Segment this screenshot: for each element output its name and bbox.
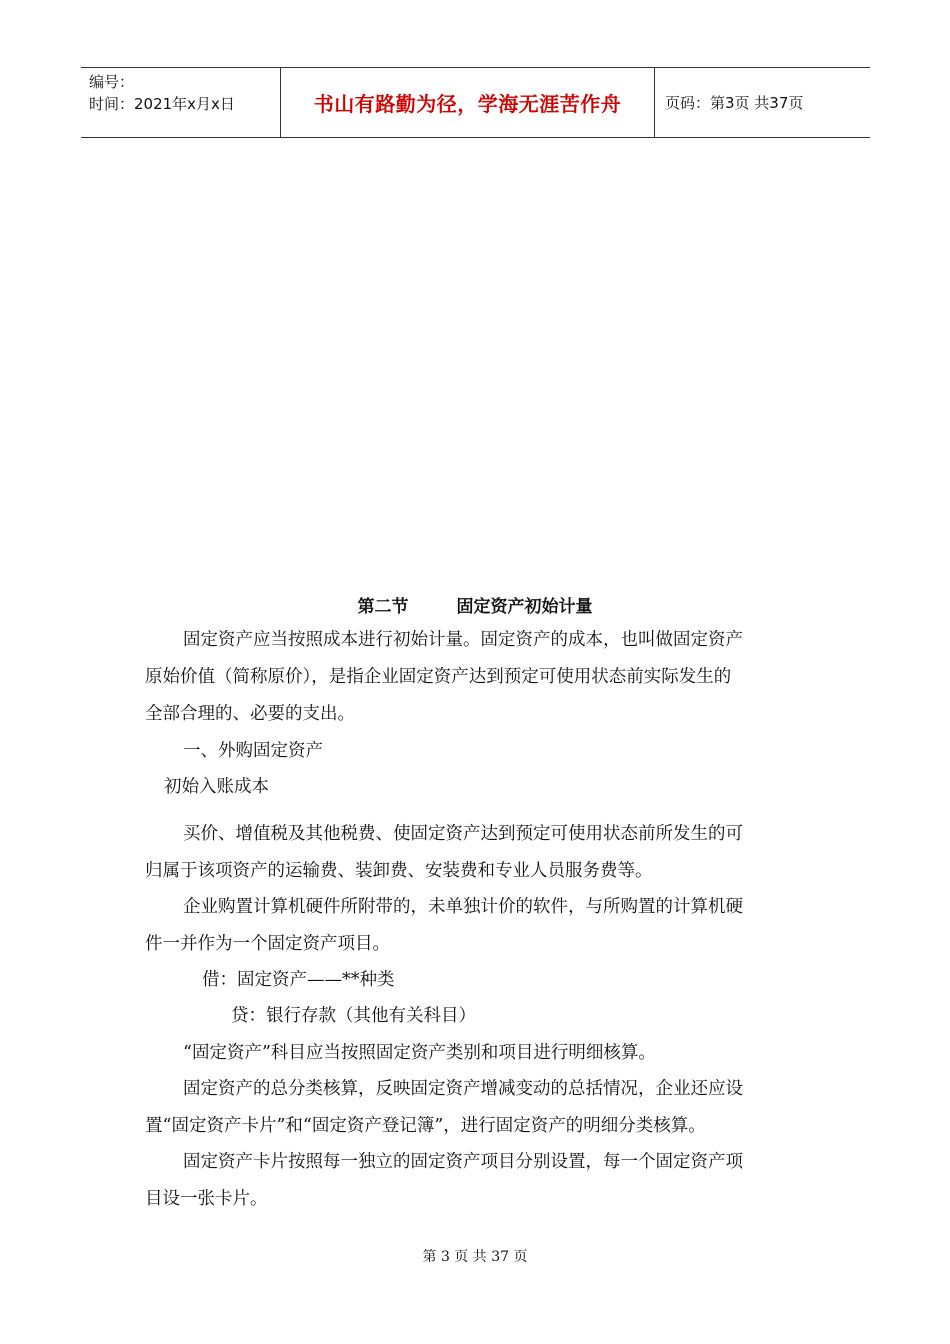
paragraph-2-line-2: 归属于该项资产的运输费、装卸费、安装费和专业人员服务费等。 (145, 861, 653, 881)
paragraph-3-line-2: 件一并作为一个固定资产项目。 (145, 934, 390, 954)
paragraph-6-line-1: 固定资产卡片按照每一独立的固定资产项目分别设置，每一个固定资产项 (183, 1152, 743, 1172)
header-page-info: 页码：第3页 共37页 (665, 94, 804, 112)
header-motto: 书山有路勤为径，学海无涯苦作舟 (281, 68, 655, 137)
journal-entry-debit: 借：固定资产——**种类 (202, 970, 395, 990)
heading-initial-cost: 初始入账成本 (164, 777, 269, 797)
section-number: 第二节 (357, 597, 409, 617)
paragraph-4: “固定资产”科目应当按照固定资产类别和项目进行明细核算。 (183, 1043, 656, 1063)
section-title (0, 592, 950, 617)
paragraph-1-line-1: 固定资产应当按照成本进行初始计量。固定资产的成本，也叫做固定资产 (183, 630, 743, 650)
journal-entry-credit: 贷：银行存款（其他有关科目） (231, 1006, 476, 1026)
paragraph-1-line-2: 原始价值（简称原价），是指企业固定资产达到预定可使用状态前实际发生的 (145, 667, 732, 687)
header-meta-cell (81, 68, 281, 137)
paragraph-3-line-1: 企业购置计算机硬件所附带的，未单独计价的软件，与所购置的计算机硬 (183, 897, 743, 917)
header-table (81, 67, 870, 138)
paragraph-6-line-2: 目设一张卡片。 (145, 1189, 268, 1209)
section-heading: 固定资产初始计量 (456, 597, 593, 617)
paragraph-5-line-1: 固定资产的总分类核算，反映固定资产增减变动的总括情况，企业还应设 (183, 1079, 743, 1099)
serial-label: 编号： (89, 73, 135, 91)
paragraph-5-line-2: 置“固定资产卡片”和“固定资产登记簿”，进行固定资产的明细分类核算。 (145, 1116, 706, 1136)
paragraph-2-line-1: 买价、增值税及其他税费、使固定资产达到预定可使用状态前所发生的可 (183, 824, 743, 844)
time-label: 时间：2021年x月x日 (89, 95, 235, 113)
heading-external-purchase: 一、外购固定资产 (183, 741, 323, 761)
page-footer: 第 3 页 共 37 页 (422, 1249, 528, 1265)
paragraph-1-line-3: 全部合理的、必要的支出。 (145, 704, 355, 724)
